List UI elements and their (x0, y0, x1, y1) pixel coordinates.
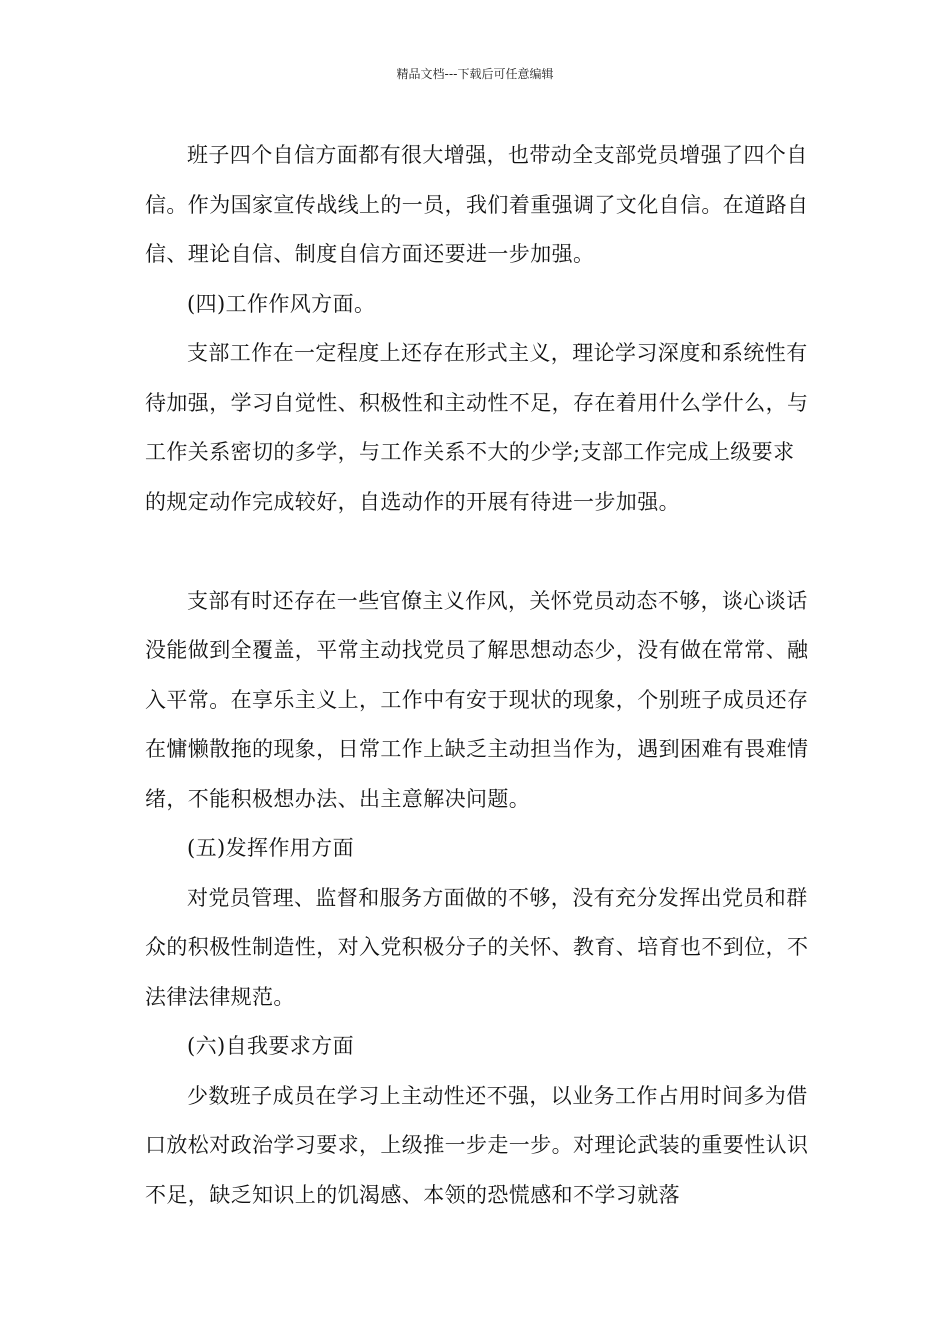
section-heading-self-requirement: (六)自我要求方面 (187, 1034, 354, 1058)
section-heading-role: (五)发挥作用方面 (187, 836, 354, 860)
document-body (145, 131, 810, 1220)
section-heading-work-style: (四)工作作风方面。 (187, 291, 376, 316)
paragraph-study-initiative: 少数班子成员在学习上主动性还不强，以业务工作占用时间多为借口放松对政治学习要求，上级推一步走一步。对理论武装的重要性认识不足，缺乏知识上的饥渴感、本领的恐慌感和不学习就落 (145, 1083, 809, 1207)
paragraph-confidence: 班子四个自信方面都有很大增强，也带动全支部党员增强了四个自信。作为国家宣传战线上的一员，我们着重强调了文化自信。在道路自信、理论自信、制度自信方面还要进一步加强。 (145, 143, 809, 266)
paragraph-bureaucratism: 支部有时还存在一些官僚主义作风，关怀党员动态不够，谈心谈话没能做到全覆盖，平常主动找党员了解思想动态少，没有做在常常、融入平常。在享乐主义上，工作中有安于现状的现象，个别班子成员还存在慵懒散拖的现象，日常工作上缺乏主动担当作为，遇到困难有畏难情绪，不能积极想办法、出主意解决问题。 (145, 588, 809, 811)
paragraph-member-management: 对党员管理、监督和服务方面做的不够，没有充分发挥出党员和群众的积极性制造性，对入党积极分子的关怀、教育、培育也不到位，不法律法律规范。 (145, 885, 809, 1009)
page-header: 精品文档---下载后可任意编辑 (396, 67, 554, 81)
paragraph-formalism: 支部工作在一定程度上还存在形式主义，理论学习深度和系统性有待加强，学习自觉性、积极性和主动性不足，存在着用什么学什么，与工作关系密切的多学，与工作关系不大的少学;支部工作完成上级要求的规定动作完成较好，自选动作的开展有待进一步加强。 (145, 341, 809, 514)
blank-line (145, 527, 810, 577)
